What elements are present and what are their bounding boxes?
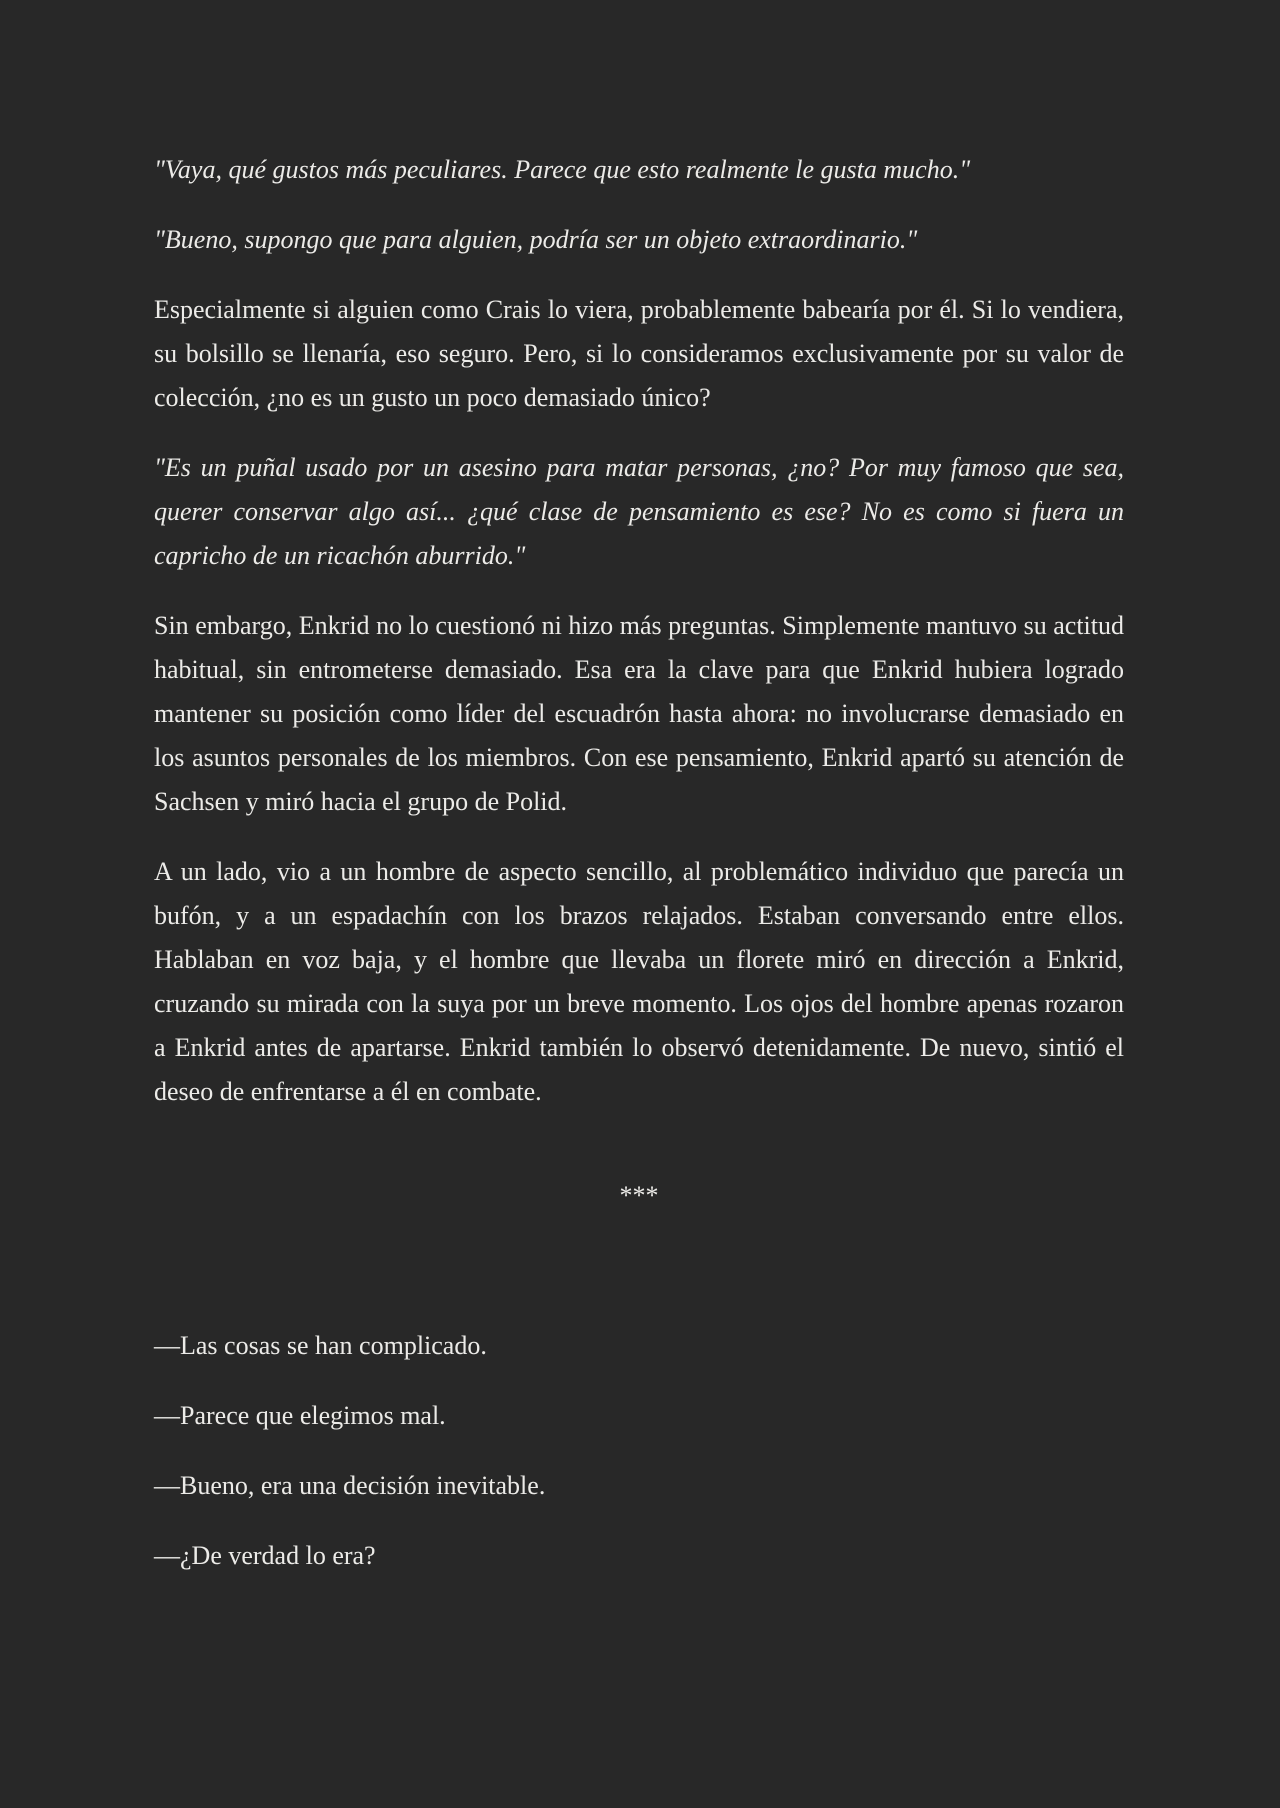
dialogue-line: —Parece que elegimos mal. [154, 1401, 446, 1430]
dialogue-line: —Bueno, era una decisión inevitable. [154, 1471, 546, 1500]
chapter-text [154, 148, 1124, 1604]
paragraph-5: Sin embargo, Enkrid no lo cuestionó ni hizo más preguntas. Simplemente mantuvo su actitud habitual, sin entrometerse demasiado. Esa era la clave para que Enkrid hubiera logrado mantener su posición como líder del escuadrón hasta ahora: no involucrarse demasiado en los asuntos personales de los miembros. Con ese pensamiento, Enkrid apartó su atención de Sachsen y miró hacia el grupo de Polid. [154, 611, 1124, 816]
paragraph-6: A un lado, vio a un hombre de aspecto sencillo, al problemático individuo que parecía un bufón, y a un espadachín con los brazos relajados. Estaban conversando entre ellos. Hablaban en voz baja, y el hombre que llevaba un florete miró en dirección a Enkrid, cruzando su mirada con la suya por un breve momento. Los ojos del hombre apenas rozaron a Enkrid antes de apartarse. Enkrid también lo observó detenidamente. De nuevo, sintió el deseo de enfrentarse a él en combate. [154, 857, 1124, 1106]
paragraph-2: "Bueno, supongo que para alguien, podría ser un objeto extraordinario." [154, 225, 918, 254]
paragraph-4: "Es un puñal usado por un asesino para matar personas, ¿no? Por muy famoso que sea, querer conservar algo así... ¿qué clase de pensamiento es ese? No es como si fuera un capricho de un ricachón aburrido." [154, 453, 1124, 570]
paragraph-3: Especialmente si alguien como Crais lo viera, probablemente babearía por él. Si lo vendiera, su bolsillo se llenaría, eso seguro. Pero, si lo consideramos exclusivamente por su valor de colección, ¿no es un gusto un poco demasiado único? [154, 295, 1124, 412]
dialogue-line: —¿De verdad lo era? [154, 1541, 376, 1570]
scene-separator: *** [619, 1181, 659, 1210]
dialogue-block [154, 1324, 1124, 1578]
dialogue-line: —Las cosas se han complicado. [154, 1331, 487, 1360]
paragraph-1: "Vaya, qué gustos más peculiares. Parece que esto realmente le gusta mucho." [154, 155, 971, 184]
